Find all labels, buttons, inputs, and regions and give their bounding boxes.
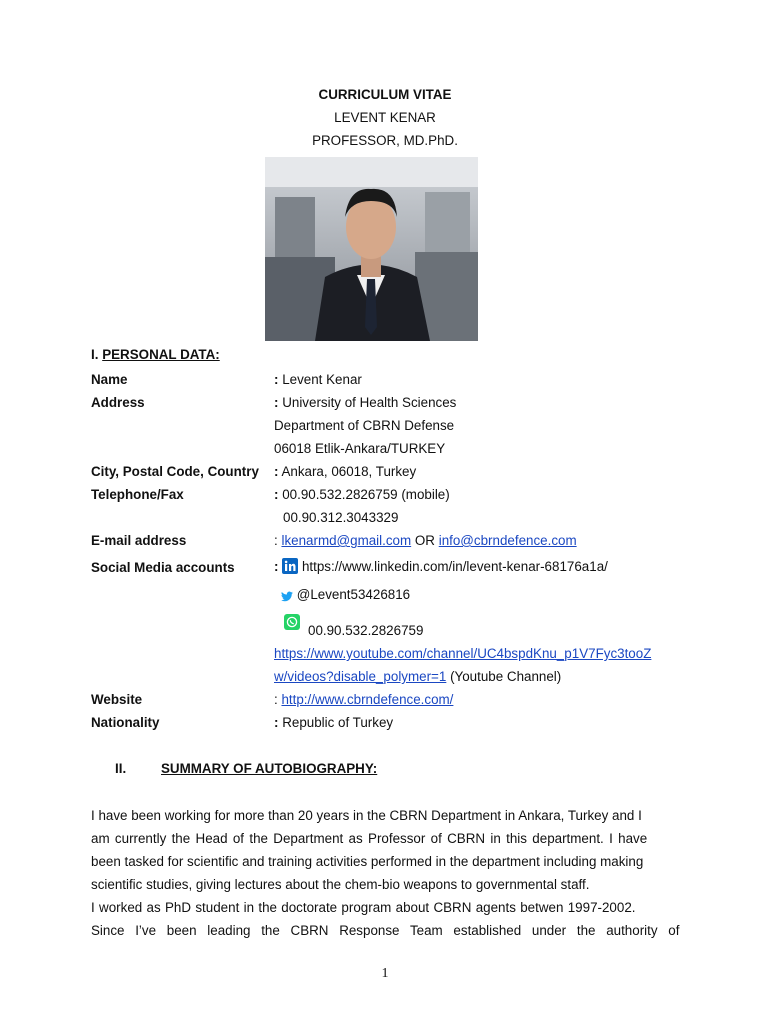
website-label: Website (91, 692, 143, 707)
email-link-1[interactable]: lkenarmd@gmail.com (281, 533, 412, 548)
summary-line: scientific studies, giving lectures about the chem-bio weapons to governmental staff. (91, 877, 590, 892)
address-line-3: 06018 Etlik-Ankara/TURKEY (274, 441, 446, 456)
website-link[interactable]: http://www.cbrndefence.com/ (281, 692, 454, 707)
portrait-photo (265, 157, 478, 341)
phone-mobile: : 00.90.532.2826759 (mobile) (274, 487, 450, 502)
document-title: CURRICULUM VITAE (318, 87, 452, 102)
twitter-handle[interactable]: @Levent53426816 (296, 587, 411, 602)
person-name: LEVENT KENAR (334, 110, 436, 125)
name-value: : Levent Kenar (274, 372, 362, 387)
linkedin-icon (282, 558, 298, 577)
summary-section-number: II. (115, 761, 127, 776)
phone-label: Telephone/Fax (91, 487, 184, 502)
social-label: Social Media accounts (91, 560, 235, 575)
website-value: : http://www.cbrndefence.com/ (274, 692, 454, 707)
twitter-icon (281, 590, 293, 605)
address-line-2: Department of CBRN Defense (274, 418, 455, 433)
summary-line: I worked as PhD student in the doctorate program about CBRN agents betwen 1997-2002. (91, 900, 636, 915)
nationality-label: Nationality (91, 715, 160, 730)
email-link-2[interactable]: info@cbrndefence.com (438, 533, 577, 548)
nationality-value: : Republic of Turkey (274, 715, 394, 730)
summary-line: I have been working for more than 20 years in the CBRN Department in Ankara, Turkey and I (91, 808, 642, 823)
email-label: E-mail address (91, 533, 187, 548)
city-label: City, Postal Code, Country (91, 464, 259, 479)
linkedin-row: : https://www.linkedin.com/in/levent-kenar-68176a1a/ (274, 558, 608, 577)
twitter-row (281, 587, 410, 605)
whatsapp-icon (284, 614, 300, 633)
youtube-url-line-2: w/videos?disable_polymer=1 (Youtube Channel) (274, 669, 562, 684)
city-value: : Ankara, 06018, Turkey (274, 464, 417, 479)
linkedin-url[interactable]: https://www.linkedin.com/in/levent-kenar-68176a1a/ (301, 559, 608, 574)
summary-line: Since I’ve been leading the CBRN Response Team established under the authority of (91, 923, 680, 938)
person-role: PROFESSOR, MD.PhD. (312, 133, 458, 148)
summary-paragraph (91, 804, 681, 942)
youtube-note: (Youtube Channel) (450, 669, 562, 684)
whatsapp-number[interactable]: 00.90.532.2826759 (308, 623, 424, 638)
youtube-url-line-1: https://www.youtube.com/channel/UC4bspdKnu_p1V7Fyc3tooZ (274, 646, 652, 661)
personal-data-heading: I. PERSONAL DATA: (91, 347, 220, 362)
address-label: Address (91, 395, 145, 410)
address-line-1: : University of Health Sciences (274, 395, 457, 410)
summary-line: been tasked for scientific and training activities performed in the department including making (91, 854, 644, 869)
email-value: : lkenarmd@gmail.com OR info@cbrndefence.com (274, 533, 577, 548)
summary-line: am currently the Head of the Department as Professor of CBRN in this department. I have (91, 831, 648, 846)
page-number: 1 (381, 966, 389, 981)
name-label: Name (91, 372, 128, 387)
phone-fax: 00.90.312.3043329 (283, 510, 399, 525)
summary-heading: SUMMARY OF AUTOBIOGRAPHY: (161, 761, 378, 776)
